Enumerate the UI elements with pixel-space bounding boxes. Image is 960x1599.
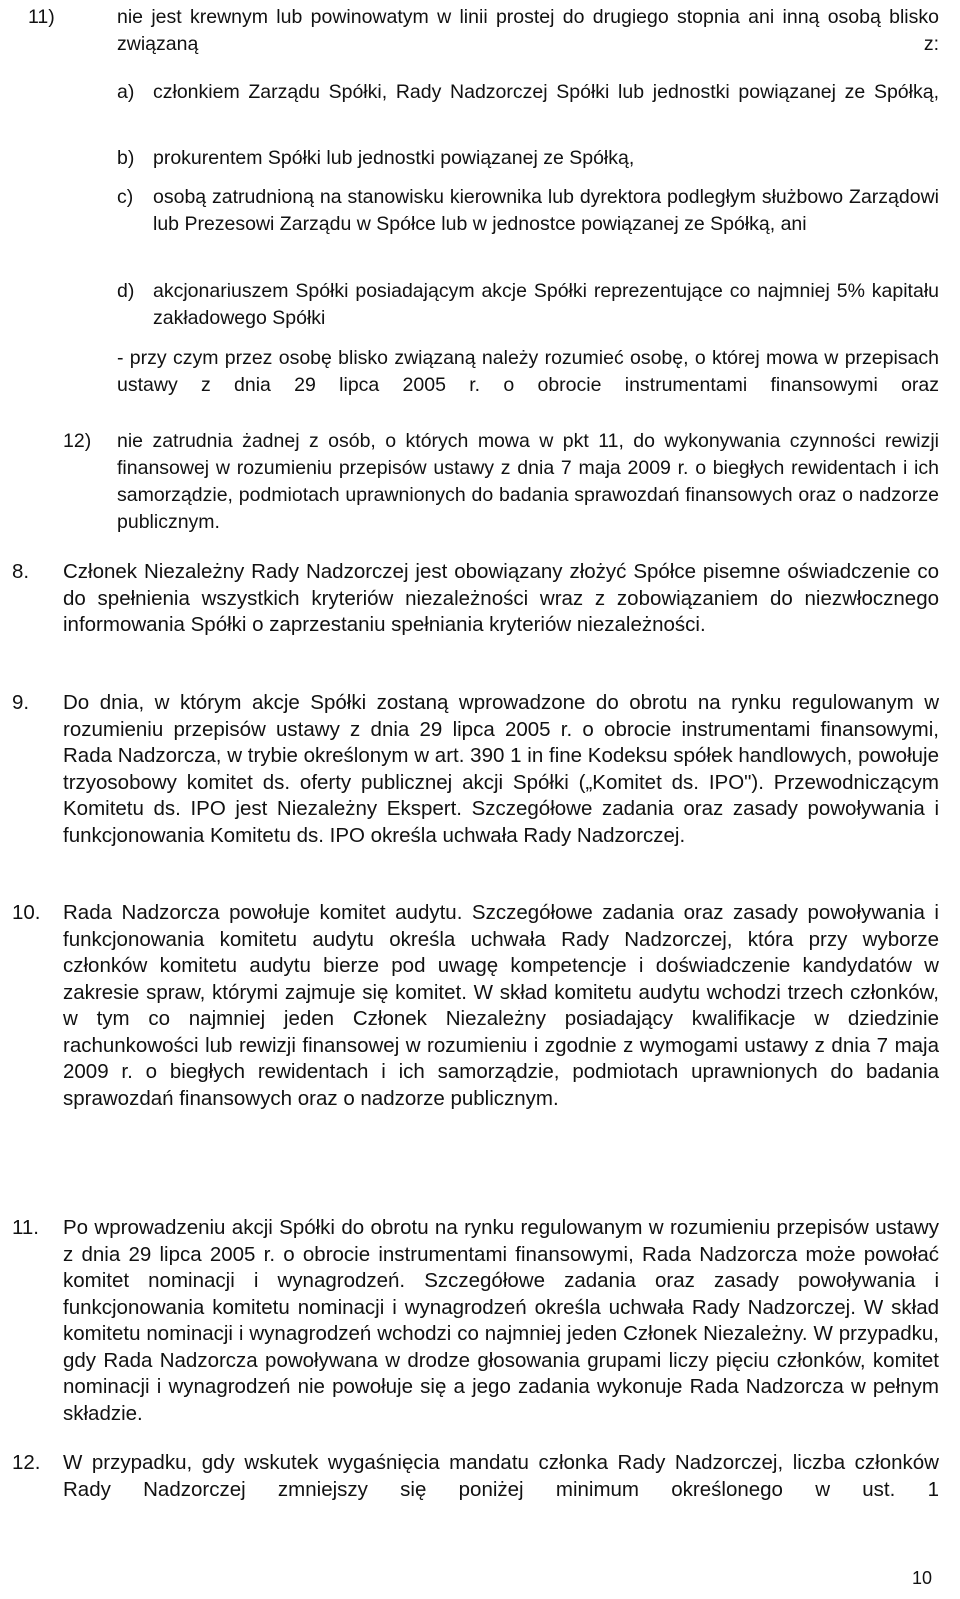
sub-c-label: c) bbox=[117, 186, 134, 208]
para-8-text: Członek Niezależny Rady Nadzorczej jest obowiązany złożyć Spółce pisemne oświadczenie co do spełnienia wszystkich kryteriów niezależności wraz z zobowiązaniem do niezwłocznego informowania Spółki o zaprzestaniu spełniania kryteriów niezależności. bbox=[63, 560, 939, 636]
item-11-number: 11) bbox=[28, 6, 55, 28]
item-12-number: 12) bbox=[63, 430, 92, 452]
sub-a-label: a) bbox=[117, 81, 135, 103]
sub-a-text: członkiem Zarządu Spółki, Rady Nadzorczej Spółki lub jednostki powiązanej ze Spółką, bbox=[153, 81, 939, 103]
item-12-text: nie zatrudnia żadnej z osób, o których mowa w pkt 11, do wykonywania czynności rewizji finansowej w rozumieniu przepisów ustawy z dnia 7 maja 2009 r. o biegłych rewidentach i ich samorządzie, podmiotach uprawnionych do badania sprawozdań finansowych oraz o nadzorze publicznym. bbox=[117, 430, 939, 533]
para-11-number: 11. bbox=[12, 1216, 39, 1239]
sub-b-text: prokurentem Spółki lub jednostki powiązanej ze Spółką, bbox=[153, 147, 635, 169]
page-number: 10 bbox=[912, 1568, 933, 1588]
para-12-text: W przypadku, gdy wskutek wygaśnięcia mandatu członka Rady Nadzorczej, liczba członków Rady Nadzorczej zmniejszy się poniżej minimum określonego w ust. 1 bbox=[63, 1451, 939, 1501]
para-10-text: Rada Nadzorcza powołuje komitet audytu. Szczegółowe zadania oraz zasady powoływania i funkcjonowania komitetu audytu określa uchwała Rady Nadzorczej, która przy wyborze członków komitetu audytu bierze pod uwagę kompetencje i doświadczenie kandydatów w zakresie spraw, którymi zajmuje się komitet. W skład komitetu audytu wchodzi trzech członków, w tym co najmniej jeden Członek Niezależny posiadający kwalifikacje w dziedzinie rachunkowości lub rewizji finansowej w rozumieniu i zgodnie z wymogami ustawy z dnia 7 maja 2009 r. o biegłych rewidentach i ich samorządzie, podmiotach uprawnionych do badania sprawozdań finansowych oraz o nadzorze publicznym. bbox=[63, 901, 939, 1110]
para-8-number: 8. bbox=[12, 560, 30, 583]
sub-d-label: d) bbox=[117, 280, 135, 302]
item-11-text: nie jest krewnym lub powinowatym w linii prostej do drugiego stopnia ani inną osobą blisko związaną z: bbox=[117, 6, 939, 55]
sub-b-label: b) bbox=[117, 147, 135, 169]
para-9-number: 9. bbox=[12, 691, 30, 714]
para-12-number: 12. bbox=[12, 1451, 41, 1474]
para-9-text: Do dnia, w którym akcje Spółki zostaną wprowadzone do obrotu na rynku regulowanym w rozumieniu przepisów ustawy z dnia 29 lipca 2005 r. o obrocie instrumentami finansowymi, Rada Nadzorcza, w trybie określonym w art. 390 1 in fine Kodeksu spółek handlowych, powołuje trzyosobowy komitet ds. oferty publicznej akcji Spółki („Komitet ds. IPO"). Przewodniczącym Komitetu ds. IPO jest Niezależny Ekspert. Szczegółowe zadania oraz zasady powoływania i funkcjonowania Komitetu ds. IPO określa uchwała Rady Nadzorczej. bbox=[63, 691, 939, 847]
sub-d-text: akcjonariuszem Spółki posiadającym akcje Spółki reprezentujące co najmniej 5% kapitału zakładowego Spółki bbox=[153, 280, 939, 329]
para-11-text: Po wprowadzeniu akcji Spółki do obrotu na rynku regulowanym w rozumieniu przepisów ustawy z dnia 29 lipca 2005 r. o obrocie instrumentami finansowymi, Rada Nadzorcza może powołać komitet nominacji i wynagrodzeń. Szczegółowe zadania oraz zasady powoływania i funkcjonowania komitetu nominacji i wynagrodzeń określa uchwała Rady Nadzorczej. W skład komitetu nominacji i wynagrodzeń wchodzi co najmniej jeden Członek Niezależny. W przypadku, gdy Rada Nadzorcza powoływana w drodze głosowania grupami liczy pięciu członków, komitet nominacji i wynagrodzeń nie powołuje się a jego zadania wykonuje Rada Nadzorcza w pełnym składzie. bbox=[63, 1216, 939, 1425]
item-11-note: - przy czym przez osobę blisko związaną należy rozumieć osobę, o której mowa w przepisach ustawy z dnia 29 lipca 2005 r. o obrocie instrumentami finansowymi oraz bbox=[117, 347, 939, 396]
para-10-number: 10. bbox=[12, 901, 41, 924]
sub-c-text: osobą zatrudnioną na stanowisku kierownika lub dyrektora podległym służbowo Zarządowi lub Prezesowi Zarządu w Spółce lub w jednostce powiązanej ze Spółką, ani bbox=[153, 186, 939, 235]
